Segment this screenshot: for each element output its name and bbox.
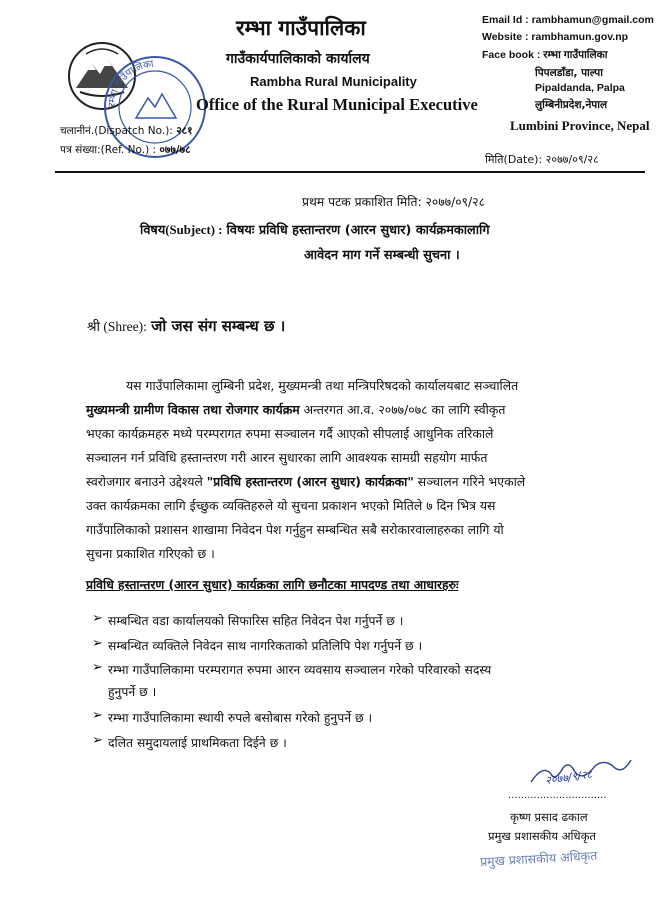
date-label: मिति(Date): bbox=[485, 153, 543, 166]
ref-value: ०७७/७८ bbox=[159, 144, 191, 156]
dispatch-no bbox=[60, 124, 193, 138]
municipality-name-en: Rambha Rural Municipality bbox=[250, 74, 417, 89]
office-name-en: Office of the Rural Municipal Executive bbox=[196, 95, 478, 114]
subject-label: विषय(Subject) : bbox=[140, 223, 223, 237]
date-value: २०७७/०९/२८ bbox=[545, 153, 599, 166]
signature-date-handwritten: २०७७/९/२८ bbox=[544, 767, 594, 788]
body-line-8: सुचना प्रकाशित गरिएको छ । bbox=[86, 546, 215, 561]
bullet-arrow-icon: ➢ bbox=[92, 733, 103, 748]
addressee-line bbox=[87, 316, 285, 336]
ref-no bbox=[60, 143, 191, 157]
province-en: Lumbini Province, Nepal bbox=[510, 118, 650, 133]
contact-facebook: Face book : रम्भा गाउँपालिका bbox=[482, 49, 608, 61]
body-line-3: भएका कार्यक्रमहरु मध्ये परम्परागत रुपमा सञ्चालन गर्दै आएको सीपलाई आधुनिक तरिकाले bbox=[86, 426, 494, 441]
address-ne-3: लुम्बिनीप्रदेश,नेपाल bbox=[535, 99, 608, 111]
subject-line-1 bbox=[140, 220, 490, 238]
criteria-item-continuation: हुनुपर्ने छ । bbox=[108, 685, 157, 699]
program-name-bold: मुख्यमन्त्री ग्रामीण विकास तथा रोजगार कार्यक्रम bbox=[86, 402, 300, 417]
municipality-title-ne: रम्भा गाउँपालिका bbox=[236, 16, 366, 40]
office-title-ne: गाउँकार्यपालिकाको कार्यालय bbox=[226, 51, 370, 67]
bullet-arrow-icon: ➢ bbox=[92, 611, 103, 626]
subject-text-1: विषयः प्रविधि हस्तान्तरण (आरन सुधार) कार्यक्रमकालागि bbox=[226, 223, 490, 238]
contact-email: Email Id : rambhamun@gmail.com bbox=[482, 14, 654, 26]
body-line-7: गाउँपालिकाको प्रशासन शाखामा निवेदन पेश गर्नुहुन सम्बन्धित सबै सरोकारवालाहरुका लागि यो bbox=[86, 522, 504, 537]
criteria-item: दलित समुदायलाई प्राथमिकता दिईने छ । bbox=[108, 736, 287, 750]
address-ne-2: Pipaldanda, Palpa bbox=[535, 82, 625, 94]
bullet-arrow-icon: ➢ bbox=[92, 708, 103, 723]
body-line-5-rest: सञ्चालन गरिने भएकाले bbox=[413, 474, 526, 489]
subject-text-2: आवेदन माग गर्ने सम्बन्धी सुचना । bbox=[304, 248, 460, 263]
signatory-name: कृष्ण प्रसाद ढकाल bbox=[510, 810, 588, 824]
dispatch-label: चलानीनं.(Dispatch No.): bbox=[60, 125, 173, 137]
addressee-label: श्री (Shree): bbox=[87, 319, 147, 334]
criteria-item: रम्भा गाउँपालिकामा परम्परागत रुपमा आरन व्यवसाय सञ्चालन गरेको परिवारको सदस्य bbox=[108, 663, 492, 677]
body-line-4: सञ्चालन गर्न प्रविधि हस्तान्तरण गरी आरन सुधारका लागि आवश्यक सामग्री सहयोग मार्फत bbox=[86, 450, 488, 465]
signatory-designation: प्रमुख प्रशासकीय अधिकृत bbox=[488, 829, 596, 843]
criteria-item: सम्बन्धित वडा कार्यालयको सिफारिस सहित निवेदन पेश गर्नुपर्ने छ । bbox=[108, 614, 404, 628]
signature-dots: ............................... bbox=[508, 790, 607, 801]
seal-text: रम्भा गाउँपालिका bbox=[106, 58, 155, 108]
program-title-bold: "प्रविधि हस्तान्तरण (आरन सुधार) कार्यक्रका" bbox=[206, 474, 414, 489]
criteria-heading: प्रविधि हस्तान्तरण (आरन सुधार) कार्यक्रका लागि छनौटका मापदण्ड तथा आधारहरुः bbox=[86, 578, 459, 592]
addressee-text: जो जस संग सम्बन्ध छ । bbox=[151, 317, 286, 335]
bullet-arrow-icon: ➢ bbox=[92, 660, 103, 675]
body-line-2 bbox=[86, 401, 505, 418]
body-line-2-rest: अन्तरगत आ.व. २०७७/०७८ का लागि स्वीकृत bbox=[299, 402, 506, 417]
letter-date bbox=[485, 152, 599, 167]
bullet-arrow-icon: ➢ bbox=[92, 636, 103, 651]
contact-website: Website : rambhamun.gov.np bbox=[482, 31, 629, 43]
body-line-1: यस गाउँपालिकामा लुम्बिनी प्रदेश, मुख्यमन्त्री तथा मन्त्रिपरिषदको कार्यालयबाट सञ्चालित bbox=[126, 378, 519, 393]
body-line-6: उक्त कार्यक्रमका लागि ईच्छुक व्यक्तिहरुले यो सुचना प्रकाशन भएको मितिले ७ दिन भित्र यस bbox=[86, 498, 496, 513]
address-ne-1: पिपलडाँडा, पाल्पा bbox=[535, 67, 603, 79]
body-line-5 bbox=[86, 473, 525, 490]
criteria-item: सम्बन्धित व्यक्तिले निवेदन साथ नागरिकताको प्रतिलिपि पेश गर्नुपर्ने छ । bbox=[108, 639, 423, 653]
header-divider bbox=[55, 171, 645, 173]
designation-stamp: प्रमुख प्रशासकीय अधिकृत bbox=[479, 847, 598, 870]
ref-label: पत्र संख्या:(Ref. No.) : bbox=[60, 144, 157, 156]
body-line-5-start: स्वरोजगार बनाउने उद्देश्यले bbox=[86, 474, 207, 489]
criteria-item: रम्भा गाउँपालिकामा स्थायी रुपले बसोबास गरेको हुनुपर्ने छ । bbox=[108, 711, 373, 725]
first-published-date: प्रथम पटक प्रकाशित मिति: २०७७/०९/२८ bbox=[302, 195, 485, 209]
dispatch-value: २८१ bbox=[176, 125, 193, 137]
